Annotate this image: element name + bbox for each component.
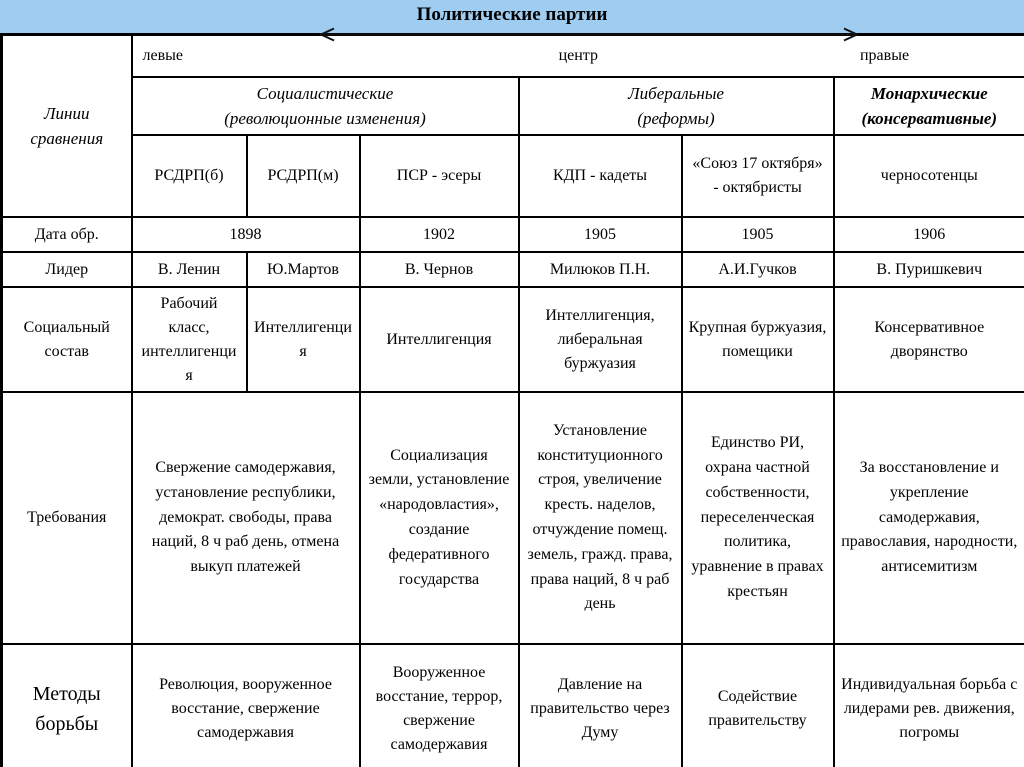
leader-cell: А.И.Гучков [682, 252, 834, 287]
methods-cell: Вооруженное восстание, террор, свержение самодержавия [360, 644, 519, 767]
group-subtitle: (консервативные) [861, 109, 998, 128]
group-subtitle: (реформы) [637, 109, 715, 128]
social-composition-row [2, 287, 1024, 392]
leader-cell: Милюков П.Н. [519, 252, 682, 287]
party-name-cell: «Союз 17 октября» - октябристы [682, 135, 834, 217]
party-name-cell: РСДРП(б) [132, 135, 247, 217]
spectrum-left-label: левые [142, 47, 183, 64]
group-name: Монархические [870, 83, 988, 103]
group-header-monarchist [834, 77, 1024, 135]
date-cell: 1905 [519, 217, 682, 252]
group-name: Либеральные [628, 83, 724, 103]
corner-label-cell: Линии сравнения [2, 35, 132, 218]
row-label-date: Дата обр. [2, 217, 132, 252]
date-cell: 1898 [132, 217, 360, 252]
demands-cell: За восстановление и укрепление самодержавия, православия, народности, антисемитизм [834, 392, 1024, 644]
group-header-row [2, 77, 1024, 135]
group-subtitle: (революционные изменения) [224, 109, 426, 128]
social-cell: Интеллигенция, либеральная буржуазия [519, 287, 682, 392]
date-cell: 1905 [682, 217, 834, 252]
page-title: Политические партии [416, 4, 608, 25]
spectrum-center-label: центр [558, 47, 598, 64]
methods-cell: Революция, вооруженное восстание, свержение самодержавия [132, 644, 360, 767]
row-label-methods: Методы борьбы [2, 644, 132, 767]
demands-cell: Социализация земли, установление «народовластия», создание федеративного государства [360, 392, 519, 644]
spectrum-row [2, 35, 1024, 78]
party-name-cell: ПСР - эсеры [360, 135, 519, 217]
demands-cell: Установление конституционного строя, увеличение кресть. наделов, отчуждение помещ. земель, гражд. права, права наций, 8 ч раб день [519, 392, 682, 644]
founding-date-row [2, 217, 1024, 252]
social-cell: Рабочий класс, интеллигенция [132, 287, 247, 392]
methods-cell: Индивидуальная борьба с лидерами рев. движения, погромы [834, 644, 1024, 767]
date-cell: 1906 [834, 217, 1024, 252]
leader-cell: В. Чернов [360, 252, 519, 287]
methods-cell: Давление на правительство через Думу [519, 644, 682, 767]
row-label-demands: Требования [2, 392, 132, 644]
group-header-socialist [132, 77, 519, 135]
party-name-row [2, 135, 1024, 217]
social-cell: Интеллигенция [247, 287, 360, 392]
methods-cell: Содействие правительству [682, 644, 834, 767]
social-cell: Крупная буржуазия, помещики [682, 287, 834, 392]
demands-cell: Свержение самодержавия, установление республики, демократ. свободы, права наций, 8 ч раб день, отмена выкуп платежей [132, 392, 360, 644]
demands-cell: Единство РИ, охрана частной собственности, переселенческая политика, уравнение в правах крестьян [682, 392, 834, 644]
leader-cell: Ю.Мартов [247, 252, 360, 287]
leader-row [2, 252, 1024, 287]
party-name-cell: КДП - кадеты [519, 135, 682, 217]
row-label-social: Социальный состав [2, 287, 132, 392]
leader-cell: В. Пуришкевич [834, 252, 1024, 287]
party-name-cell: РСДРП(м) [247, 135, 360, 217]
title-band [0, 0, 1024, 34]
demands-row [2, 392, 1024, 644]
social-cell: Консервативное дворянство [834, 287, 1024, 392]
spectrum-labels-cell [132, 35, 1024, 78]
comparison-table [0, 33, 1024, 767]
date-cell: 1902 [360, 217, 519, 252]
party-name-cell: черносотенцы [834, 135, 1024, 217]
leader-cell: В. Ленин [132, 252, 247, 287]
row-label-leader: Лидер [2, 252, 132, 287]
social-cell: Интеллигенция [360, 287, 519, 392]
group-header-liberal [519, 77, 834, 135]
methods-row [2, 644, 1024, 767]
group-name: Социалистические [256, 83, 394, 103]
spectrum-right-label: правые [859, 47, 910, 64]
